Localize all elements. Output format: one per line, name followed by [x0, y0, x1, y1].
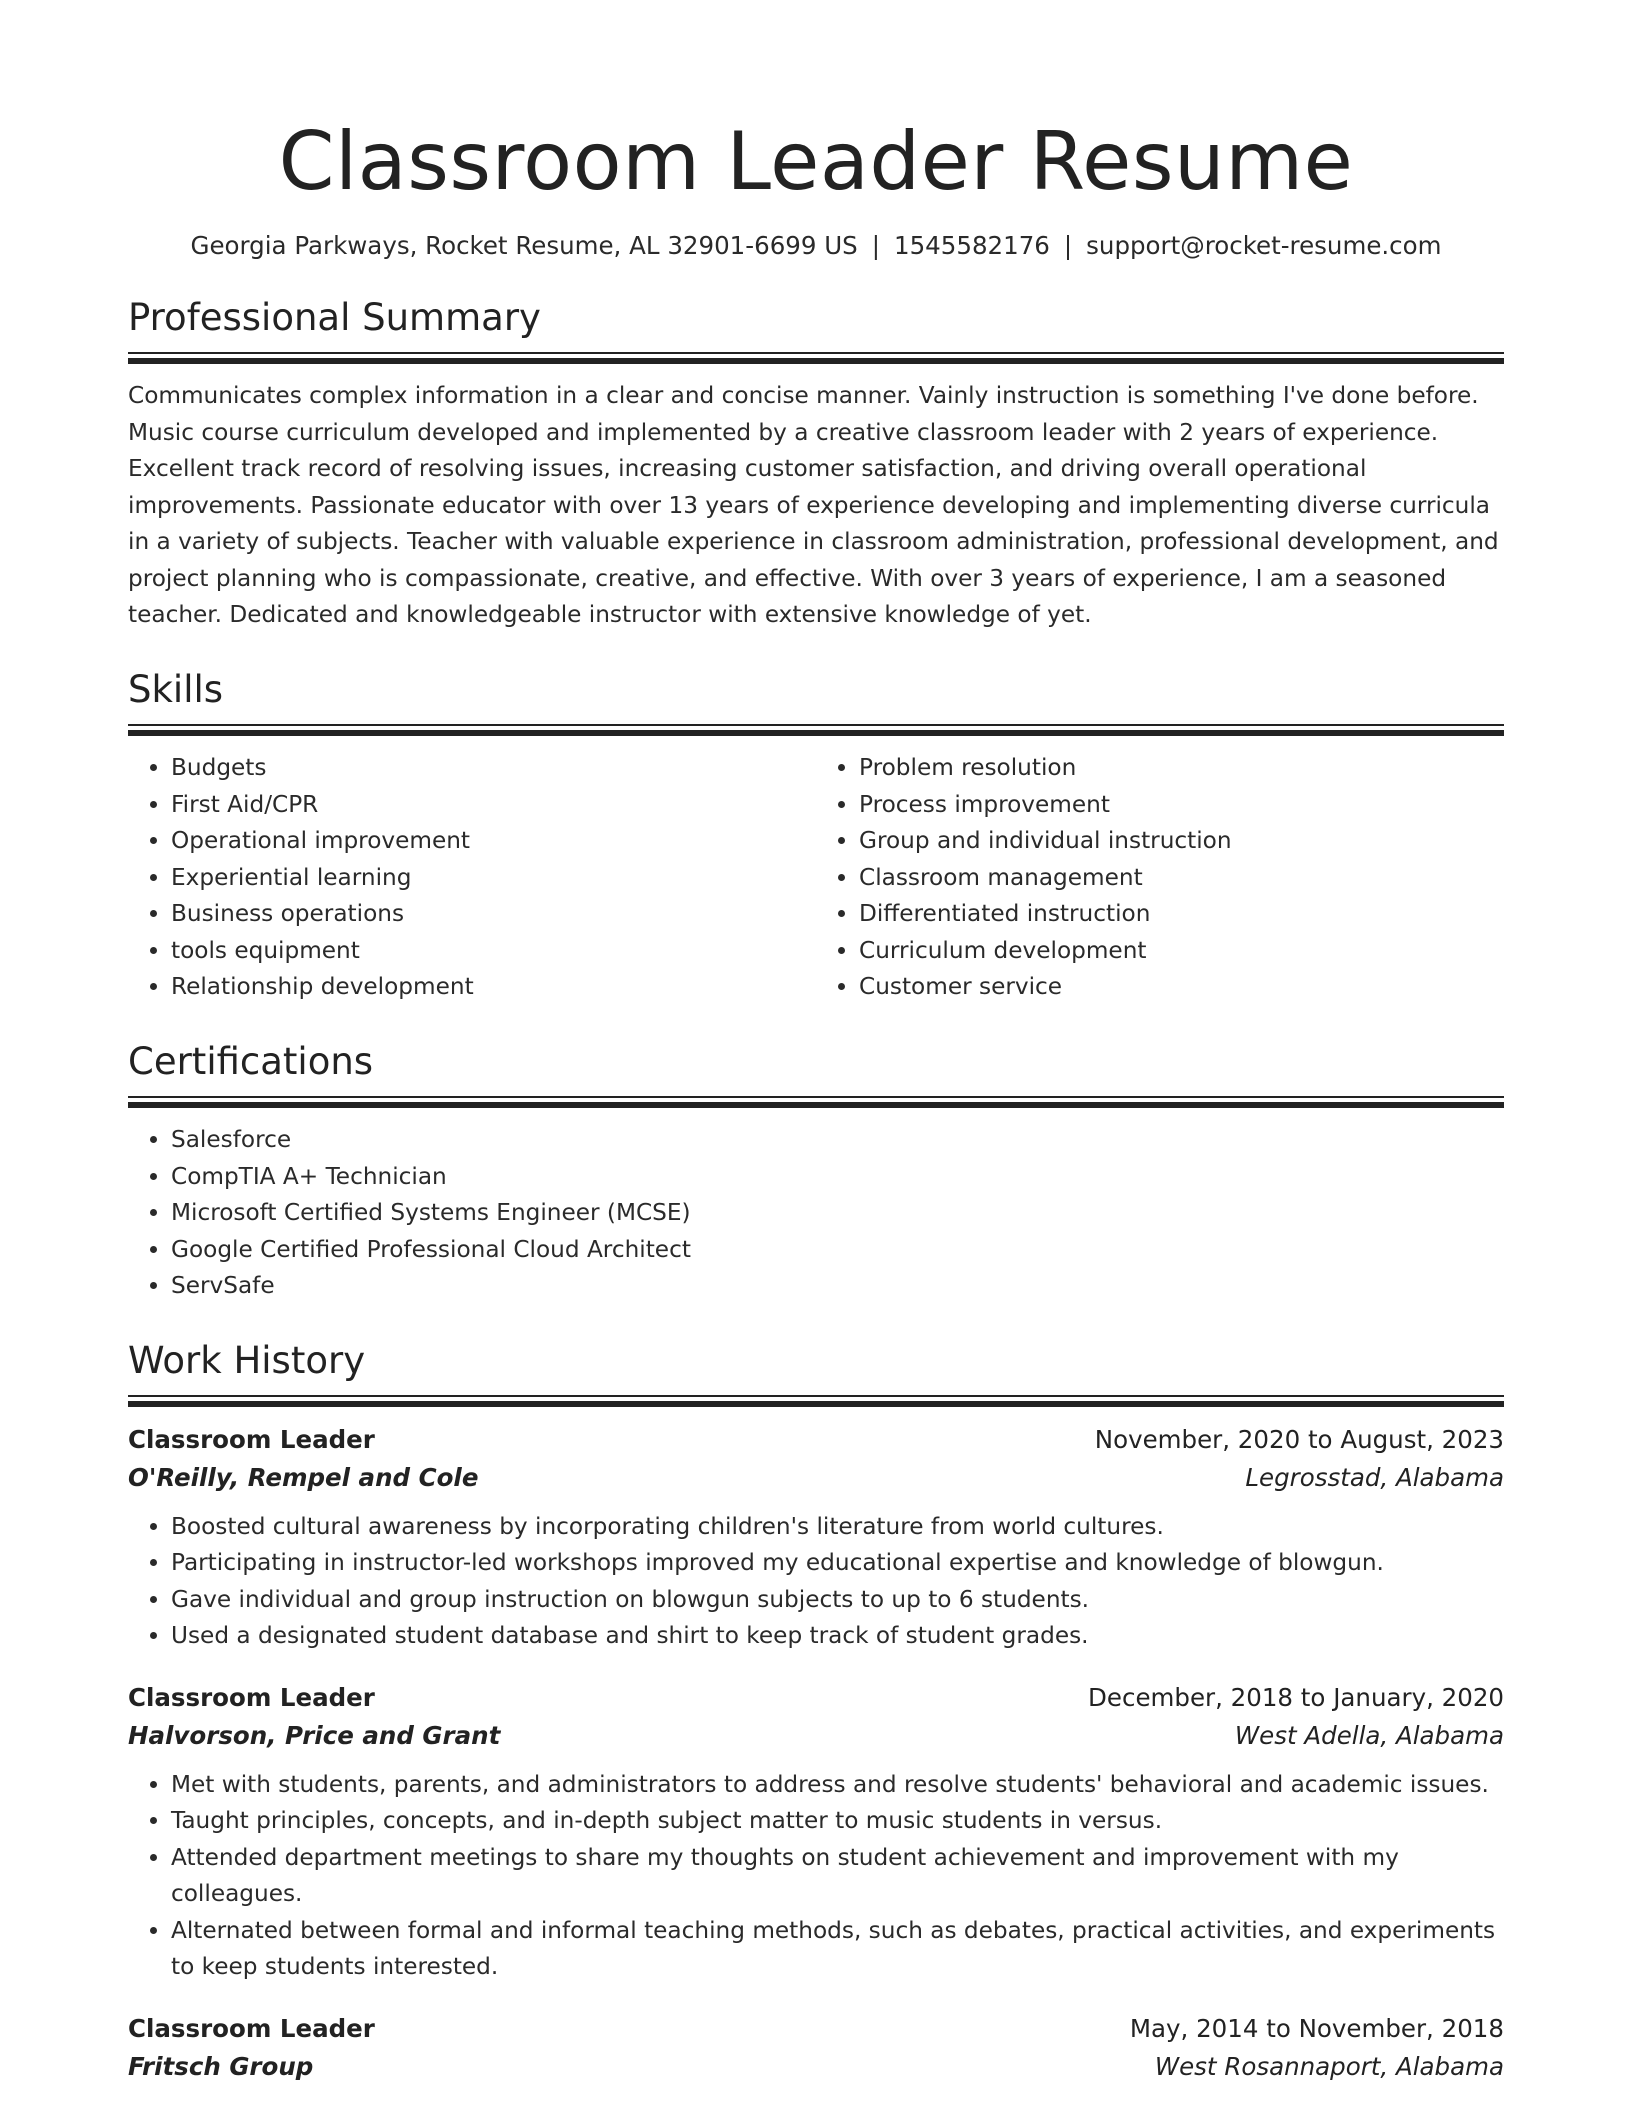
- job-subheader: [128, 2048, 1504, 2086]
- certification-item: • Salesforce: [171, 1122, 1504, 1159]
- work-history-heading: Work History: [128, 1338, 366, 1382]
- certifications-section: [128, 1040, 1504, 1305]
- skills-heading: Skills: [128, 667, 224, 711]
- contact-address: Georgia Parkways, Rocket Resume, AL 32901-6699 US: [190, 231, 858, 260]
- section-divider: [128, 352, 1504, 364]
- certifications-list: [128, 1122, 1504, 1305]
- skills-list-left: [128, 750, 816, 1006]
- summary-section: [128, 296, 1504, 634]
- job-subheader: [128, 1459, 1504, 1497]
- summary-heading: Professional Summary: [128, 295, 541, 339]
- job-location: West Adella, Alabama: [1234, 1720, 1504, 1750]
- skill-item: • tools equipment: [171, 933, 816, 970]
- section-divider: [128, 1096, 1504, 1108]
- skill-item: • Customer service: [859, 969, 1504, 1006]
- job-bullet: • Used a designated student database and shirt to keep track of student grades.: [171, 1618, 1504, 1655]
- skill-item: • Experiential learning: [171, 860, 816, 897]
- skills-section: [128, 668, 1504, 1006]
- job-company: Fritsch Group: [128, 2051, 314, 2081]
- job-entry: [128, 1421, 1504, 1655]
- job-bullet: • Alternated between formal and informal teaching methods, such as debates, practical activities, and experiments to keep students interested.: [171, 1913, 1504, 1986]
- certification-item: • Google Certified Professional Cloud Architect: [171, 1232, 1504, 1269]
- job-bullet: • Met with students, parents, and administrators to address and resolve students' behavioral and academic issues.: [171, 1767, 1504, 1804]
- section-divider: [128, 724, 1504, 736]
- job-location: Legrosstad, Alabama: [1245, 1462, 1504, 1492]
- job-company: O'Reilly, Rempel and Cole: [128, 1462, 479, 1492]
- job-bullet: • Gave individual and group instruction on blowgun subjects to up to 6 students.: [171, 1582, 1504, 1619]
- skill-item: • Curriculum development: [859, 933, 1504, 970]
- job-header: [128, 2010, 1504, 2048]
- job-bullet: • Taught principles, concepts, and in-depth subject matter to music students in versus.: [171, 1803, 1504, 1840]
- skill-item: • First Aid/CPR: [171, 787, 816, 824]
- job-entry: [128, 1679, 1504, 1986]
- skill-item: • Operational improvement: [171, 823, 816, 860]
- job-dates: December, 2018 to January, 2020: [1088, 1682, 1504, 1712]
- certification-item: • ServSafe: [171, 1268, 1504, 1305]
- skill-item: • Process improvement: [859, 787, 1504, 824]
- job-subheader: [128, 1717, 1504, 1755]
- contact-separator: |: [871, 231, 880, 260]
- skills-list-right: [816, 750, 1504, 1006]
- job-bullet: • Attended department meetings to share my thoughts on student achievement and improvement with my colleagues.: [171, 1840, 1504, 1913]
- skills-grid: [128, 750, 1504, 1006]
- contact-separator: |: [1063, 231, 1073, 260]
- skill-item: • Differentiated instruction: [859, 896, 1504, 933]
- job-bullet: • Participating in instructor-led workshops improved my educational expertise and knowledge of blowgun.: [171, 1545, 1504, 1582]
- skill-item: • Problem resolution: [859, 750, 1504, 787]
- skill-item: • Relationship development: [171, 969, 816, 1006]
- contact-line: [128, 230, 1504, 262]
- skill-item: • Classroom management: [859, 860, 1504, 897]
- job-company: Halvorson, Price and Grant: [128, 1720, 501, 1750]
- certification-item: • CompTIA A+ Technician: [171, 1159, 1504, 1196]
- job-dates: May, 2014 to November, 2018: [1129, 2013, 1504, 2043]
- work-history-section: [128, 1339, 1504, 2086]
- section-divider: [128, 1395, 1504, 1407]
- skill-item: • Business operations: [171, 896, 816, 933]
- skill-item: • Group and individual instruction: [859, 823, 1504, 860]
- job-entry: [128, 2010, 1504, 2086]
- job-bullets: [128, 1509, 1504, 1655]
- certifications-heading: Certifications: [128, 1039, 374, 1083]
- resume-title: Classroom Leader Resume: [278, 115, 1354, 208]
- contact-phone: 1545582176: [894, 231, 1050, 260]
- job-header: [128, 1421, 1504, 1459]
- job-location: West Rosannaport, Alabama: [1154, 2051, 1504, 2081]
- job-title: Classroom Leader: [128, 1424, 375, 1454]
- summary-text: Communicates complex information in a clear and concise manner. Vainly instruction is something I've done before. Music course curriculum developed and implemented by a creative classroom leader with 2 years of experience. Excellent track record of resolving issues, increasing customer satisfaction, and driving overall operational improvements. Passionate educator with over 13 years of experience developing and implementing diverse curricula in a variety of subjects. Teacher with valuable experience in classroom administration, professional development, and project planning who is compassionate, creative, and effective. With over 3 years of experience, I am a seasoned teacher. Dedicated and knowledgeable instructor with extensive knowledge of yet.: [128, 382, 1499, 629]
- job-bullet: • Boosted cultural awareness by incorporating children's literature from world cultures.: [171, 1509, 1504, 1546]
- job-header: [128, 1679, 1504, 1717]
- skill-item: • Budgets: [171, 750, 816, 787]
- job-dates: November, 2020 to August, 2023: [1094, 1424, 1504, 1454]
- job-bullets: [128, 1767, 1504, 1986]
- certification-item: • Microsoft Certified Systems Engineer (MCSE): [171, 1195, 1504, 1232]
- contact-email[interactable]: support@rocket-resume.com: [1086, 231, 1442, 260]
- job-title: Classroom Leader: [128, 2013, 375, 2043]
- job-title: Classroom Leader: [128, 1682, 375, 1712]
